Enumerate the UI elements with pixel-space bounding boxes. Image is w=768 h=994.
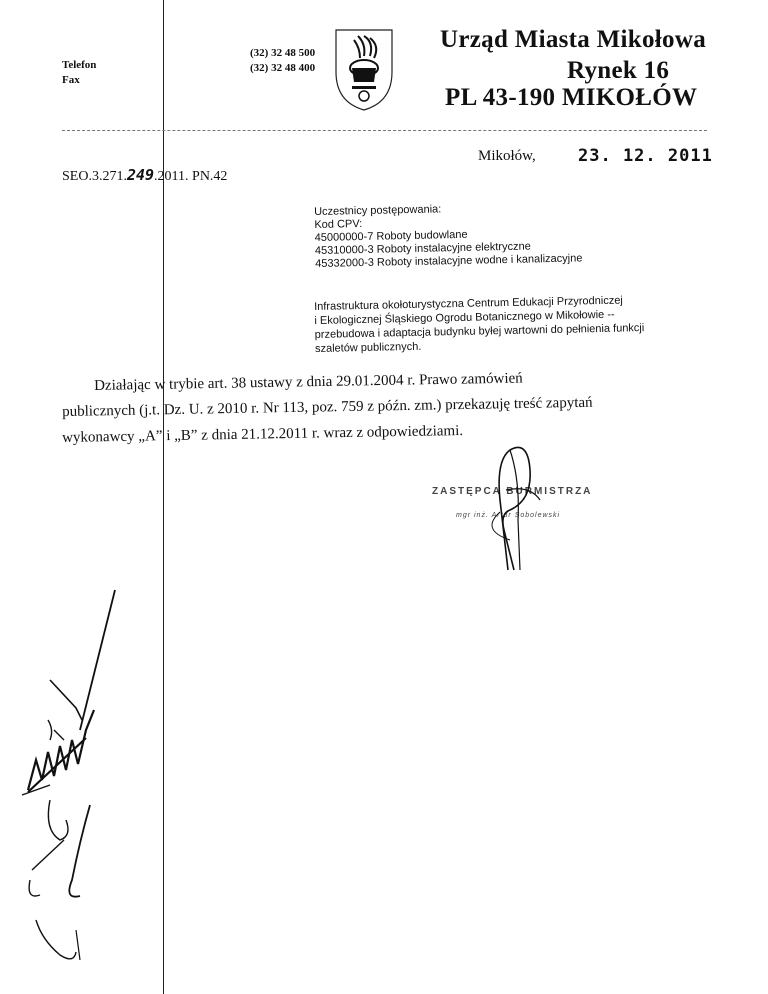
reference-handwritten: 249 bbox=[126, 166, 155, 184]
office-street: Rynek 16 bbox=[567, 57, 670, 84]
subject-line: Infrastruktura okołoturystyczna Centrum Edukacji Przyrodniczej bbox=[314, 294, 623, 313]
phone-label: Telefon bbox=[62, 59, 97, 71]
margin-signatures bbox=[20, 580, 130, 980]
office-postal: PL 43-190 MIKOŁÓW bbox=[445, 84, 698, 111]
office-name: Urząd Miasta Mikołowa bbox=[440, 26, 706, 53]
cpv-item: 45310000-3 Roboty instalacyjne elektryczne bbox=[314, 240, 531, 257]
contact-numbers bbox=[250, 46, 315, 76]
body-line-2: publicznych (j.t. Dz. U. z 2010 r. Nr 113, poz. 759 z późn. zm.) przekazuję treść zapytań bbox=[62, 394, 593, 420]
contact-labels bbox=[62, 58, 96, 88]
scan-line bbox=[163, 0, 164, 994]
header-rule bbox=[62, 130, 707, 131]
phone-number: (32) 32 48 500 bbox=[250, 47, 316, 59]
recipients-heading: Uczestnicy postępowania: bbox=[314, 203, 442, 218]
date-stamp: 23. 12. 2011 bbox=[578, 146, 713, 166]
recipients-block bbox=[314, 200, 583, 271]
subject-line: przebudowa i adaptacja budynku byłej wartowni do pełnienia funkcji bbox=[314, 322, 645, 341]
body-line-3: wykonawcy „A” i „B” z dnia 21.12.2011 r. wraz z odpowiedziami. bbox=[62, 423, 464, 446]
reference-suffix: .2011. PN.42 bbox=[154, 169, 228, 184]
reference-number bbox=[62, 166, 227, 185]
reference-prefix: SEO.3.271. bbox=[62, 169, 127, 184]
body-line-1: Działając w trybie art. 38 ustawy z dnia 29.01.2004 r. Prawo zamówień bbox=[94, 370, 523, 394]
coat-of-arms-icon bbox=[330, 22, 398, 112]
cpv-item: 45000000-7 Roboty budowlane bbox=[314, 228, 468, 244]
subject-block bbox=[314, 293, 645, 356]
stamp-title: ZASTĘPCA BURMISTRZA bbox=[432, 486, 593, 497]
subject-line: szaletów publicznych. bbox=[314, 340, 422, 355]
fax-label: Fax bbox=[62, 74, 80, 86]
official-signature bbox=[470, 440, 570, 580]
subject-line: i Ekologicznej Śląskiego Ogrodu Botanicznego w Mikołowie -- bbox=[314, 308, 615, 327]
fax-number: (32) 32 48 400 bbox=[250, 62, 316, 74]
cpv-item: 45332000-3 Roboty instalacyjne wodne i kanalizacyjne bbox=[315, 252, 583, 270]
place: Mikołów, bbox=[478, 148, 536, 164]
stamp-name: mgr inż. Artur Sobolewski bbox=[456, 512, 561, 519]
cpv-label: Kod CPV: bbox=[314, 217, 363, 231]
